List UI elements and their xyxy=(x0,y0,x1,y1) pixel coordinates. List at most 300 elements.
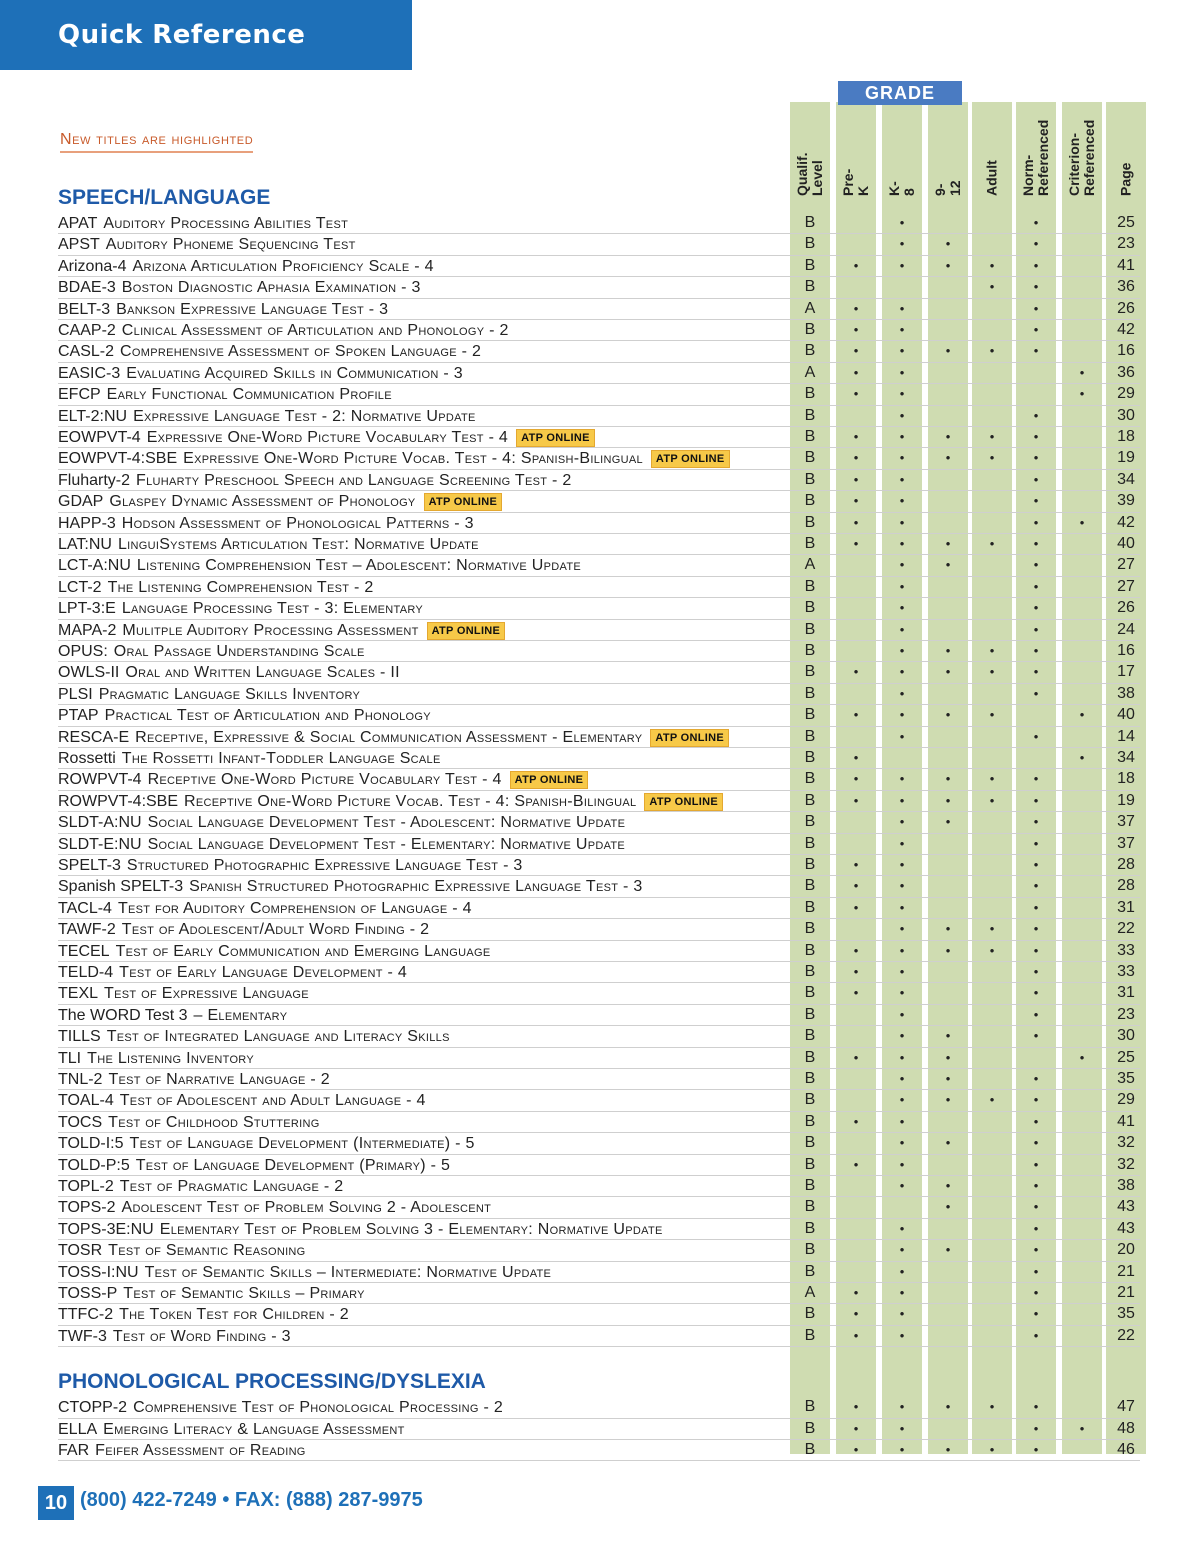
applies-dot: • xyxy=(945,236,951,252)
table-row xyxy=(58,277,1140,298)
test-abbreviation: TOPL-2 xyxy=(58,1178,114,1195)
test-title xyxy=(58,1070,330,1089)
applies-dot: • xyxy=(899,792,905,808)
applies-dot: • xyxy=(945,1092,951,1108)
applies-dot: • xyxy=(1033,685,1039,701)
applies-dot: • xyxy=(899,964,905,979)
contact-info: (800) 422-7249 • FAX: (888) 287-9975 xyxy=(80,1489,423,1511)
table-row xyxy=(58,727,1140,748)
test-name: Auditory Processing Abilities Test xyxy=(103,215,349,232)
test-name: Spanish Structured Photographic Expressive Language Test - 3 xyxy=(189,878,643,896)
qualif-level: B xyxy=(804,920,816,938)
applies-dot: • xyxy=(1033,300,1039,316)
qualif-level: B xyxy=(804,1198,816,1216)
table-row xyxy=(58,1397,1140,1418)
applies-dot: • xyxy=(899,536,905,551)
test-abbreviation: EOWPVT-4 xyxy=(58,429,141,446)
qualif-level: B xyxy=(804,428,816,445)
test-name: Test of Integrated Language and Literacy Skills xyxy=(106,1028,450,1046)
page-ref: 32 xyxy=(1117,1134,1135,1152)
test-abbreviation: HAPP-3 xyxy=(58,514,116,532)
test-title xyxy=(58,1177,343,1196)
applies-dot: • xyxy=(853,322,859,337)
test-title xyxy=(58,749,441,768)
applies-dot: • xyxy=(945,257,951,273)
table-row xyxy=(58,427,1140,448)
table-row xyxy=(58,555,1140,576)
applies-dot: • xyxy=(989,343,995,359)
page-ref: 41 xyxy=(1117,1112,1135,1130)
test-title xyxy=(58,1420,405,1439)
applies-dot: • xyxy=(853,1113,859,1129)
qualif-level: B xyxy=(804,256,816,274)
applies-dot: • xyxy=(899,1092,905,1108)
applies-dot: • xyxy=(899,1399,905,1415)
qualif-level: A xyxy=(804,556,816,574)
test-title xyxy=(58,706,431,725)
test-name: Test of Semantic Skills – Intermediate: Normative Update xyxy=(144,1263,552,1281)
test-abbreviation: TOSR xyxy=(58,1242,103,1260)
qualif-level: B xyxy=(804,1027,816,1045)
applies-dot: • xyxy=(899,429,905,444)
test-abbreviation: BELT-3 xyxy=(58,300,111,318)
test-name: Glaspey Dynamic Assessment of Phonology xyxy=(109,493,416,511)
test-title xyxy=(58,1006,287,1025)
page-ref: 20 xyxy=(1117,1241,1135,1259)
test-abbreviation: TAWF-2 xyxy=(58,921,116,939)
applies-dot: • xyxy=(853,1442,859,1457)
test-name: Test of Word Finding - 3 xyxy=(112,1327,291,1345)
table-row xyxy=(58,363,1140,384)
table-row xyxy=(58,898,1140,919)
table-row xyxy=(58,941,1140,962)
applies-dot: • xyxy=(989,1442,995,1457)
applies-dot: • xyxy=(945,1399,951,1415)
test-name: Test of Adolescent and Adult Language - 4 xyxy=(119,1092,426,1110)
test-title xyxy=(58,599,423,618)
applies-dot: • xyxy=(899,878,905,894)
test-title xyxy=(58,492,502,511)
applies-dot: • xyxy=(945,643,951,658)
test-title xyxy=(58,1241,306,1260)
test-title xyxy=(58,877,643,896)
applies-dot: • xyxy=(899,1263,905,1279)
applies-dot: • xyxy=(899,1006,905,1022)
test-abbreviation: The WORD Test 3 xyxy=(58,1006,188,1024)
test-abbreviation: TOLD-P:5 xyxy=(58,1156,130,1174)
test-name: Clinical Assessment of Articulation and Phonology - 2 xyxy=(121,322,509,339)
qualif-level: B xyxy=(804,492,816,510)
atp-online-badge: ATP ONLINE xyxy=(650,729,729,747)
test-name: Test of Narrative Language - 2 xyxy=(108,1071,331,1088)
test-abbreviation: TECEL xyxy=(58,942,110,960)
applies-dot: • xyxy=(945,814,951,830)
qualif-level: B xyxy=(804,342,816,360)
applies-dot: • xyxy=(899,921,905,937)
test-name: Test of Language Development (Intermediate) - 5 xyxy=(129,1135,475,1153)
test-abbreviation: TOPS-2 xyxy=(58,1199,116,1217)
applies-dot: • xyxy=(1033,985,1039,1001)
table-row xyxy=(58,662,1140,683)
atp-online-badge: ATP ONLINE xyxy=(510,771,589,789)
applies-dot: • xyxy=(1033,728,1039,744)
table-row xyxy=(58,406,1140,427)
applies-dot: • xyxy=(853,536,859,551)
test-abbreviation: TOSS-P xyxy=(58,1285,118,1302)
page-ref: 23 xyxy=(1117,235,1135,253)
test-title xyxy=(58,364,463,383)
applies-dot: • xyxy=(899,322,905,337)
table-row xyxy=(58,299,1140,320)
qualif-level: B xyxy=(804,1070,816,1087)
page-ref: 33 xyxy=(1117,941,1135,959)
test-abbreviation: SLDT-E:NU xyxy=(58,835,142,853)
applies-dot: • xyxy=(1033,1028,1039,1044)
applies-dot: • xyxy=(1033,493,1039,509)
applies-dot: • xyxy=(899,1242,905,1258)
table-row xyxy=(58,769,1140,790)
applies-dot: • xyxy=(899,942,905,958)
applies-dot: • xyxy=(853,750,859,765)
applies-dot: • xyxy=(853,1420,859,1436)
test-name: Social Language Development Test - Elementary: Normative Update xyxy=(147,835,626,853)
applies-dot: • xyxy=(853,300,859,316)
qualif-level: B xyxy=(804,1112,816,1130)
applies-dot: • xyxy=(853,257,859,273)
applies-dot: • xyxy=(853,1285,859,1300)
test-title xyxy=(58,257,434,276)
table-row xyxy=(58,491,1140,512)
qualif-level: B xyxy=(804,1305,816,1323)
section-title: SPEECH/LANGUAGE xyxy=(58,186,271,209)
test-abbreviation: TNL-2 xyxy=(58,1071,103,1088)
test-title xyxy=(58,321,509,340)
applies-dot: • xyxy=(989,942,995,958)
applies-dot: • xyxy=(945,792,951,808)
page-ref: 42 xyxy=(1117,321,1135,338)
qualif-level: B xyxy=(804,1155,816,1173)
applies-dot: • xyxy=(1033,1263,1039,1279)
applies-dot: • xyxy=(1033,536,1039,551)
page-ref: 43 xyxy=(1117,1219,1135,1237)
applies-dot: • xyxy=(1033,322,1039,337)
applies-dot: • xyxy=(899,257,905,273)
qualif-level: A xyxy=(804,363,816,381)
page-ref: 29 xyxy=(1117,385,1135,403)
test-title xyxy=(58,428,595,447)
test-title xyxy=(58,792,723,811)
test-title xyxy=(58,514,474,533)
qualif-level: B xyxy=(804,1091,816,1109)
table-row xyxy=(58,1283,1140,1304)
test-name: Elementary Test of Problem Solving 3 - Elementary: Normative Update xyxy=(159,1220,663,1238)
applies-dot: • xyxy=(1033,1242,1039,1258)
applies-dot: • xyxy=(1079,750,1085,765)
test-name: – Elementary xyxy=(193,1006,288,1024)
grade-header: GRADE xyxy=(838,81,962,105)
qualif-level: B xyxy=(804,791,816,809)
test-name: Pragmatic Language Skills Inventory xyxy=(98,685,361,703)
test-title xyxy=(58,856,523,875)
applies-dot: • xyxy=(945,771,951,787)
applies-dot: • xyxy=(899,493,905,509)
test-abbreviation: OWLS-II xyxy=(58,664,120,682)
test-abbreviation: CTOPP-2 xyxy=(58,1399,128,1417)
test-name: Receptive, Expressive & Social Communication Assessment - Elementary xyxy=(135,728,643,746)
table-row xyxy=(58,876,1140,897)
applies-dot: • xyxy=(945,664,951,680)
applies-dot: • xyxy=(899,985,905,1001)
qualif-level: B xyxy=(804,406,816,424)
test-abbreviation: FAR xyxy=(58,1442,90,1459)
test-abbreviation: MAPA-2 xyxy=(58,621,117,639)
page-ref: 36 xyxy=(1117,363,1135,381)
applies-dot: • xyxy=(853,792,859,808)
page-number: 10 xyxy=(38,1486,74,1520)
test-name: Practical Test of Articulation and Phonology xyxy=(104,707,431,725)
table-row xyxy=(58,1069,1140,1090)
table-row xyxy=(58,577,1140,598)
applies-dot: • xyxy=(945,343,951,359)
qualif-level: B xyxy=(804,1398,816,1416)
table-row xyxy=(58,1112,1140,1133)
qualif-level: B xyxy=(804,1241,816,1259)
test-abbreviation: BDAE-3 xyxy=(58,279,116,297)
applies-dot: • xyxy=(853,514,859,530)
test-title xyxy=(58,471,572,490)
applies-dot: • xyxy=(853,857,859,872)
page-ref: 23 xyxy=(1117,1005,1135,1023)
applies-dot: • xyxy=(1033,1199,1039,1215)
qualif-level: B xyxy=(804,1262,816,1280)
page-ref: 28 xyxy=(1117,856,1135,873)
page-header: Quick Reference xyxy=(0,0,412,70)
qualif-level: B xyxy=(804,449,816,467)
qualif-level: B xyxy=(804,214,816,231)
test-name: Test of Semantic Skills – Primary xyxy=(123,1285,365,1302)
qualif-level: B xyxy=(804,684,816,702)
applies-dot: • xyxy=(899,236,905,252)
table-row xyxy=(58,748,1140,769)
page-ref: 31 xyxy=(1117,898,1135,916)
test-name: Test of Semantic Reasoning xyxy=(108,1242,306,1260)
applies-dot: • xyxy=(1033,1006,1039,1022)
test-abbreviation: TTFC-2 xyxy=(58,1306,114,1324)
table-row xyxy=(58,320,1140,341)
applies-dot: • xyxy=(899,1420,905,1436)
test-name: Oral Passage Understanding Scale xyxy=(113,643,365,660)
table-row xyxy=(58,1262,1140,1283)
test-title xyxy=(58,984,309,1003)
test-abbreviation: RESCA-E xyxy=(58,728,130,746)
column-header: Qualif. Level xyxy=(794,152,825,196)
applies-dot: • xyxy=(853,899,859,915)
test-title xyxy=(58,1398,503,1417)
table-row xyxy=(58,812,1140,833)
applies-dot: • xyxy=(899,1135,905,1151)
test-name: Oral and Written Language Scales - II xyxy=(125,664,400,682)
applies-dot: • xyxy=(1033,857,1039,872)
page-ref: 37 xyxy=(1117,834,1135,852)
applies-dot: • xyxy=(989,1092,995,1108)
page-ref: 25 xyxy=(1117,1048,1135,1066)
table-row xyxy=(58,791,1140,812)
page-ref: 38 xyxy=(1117,684,1135,702)
applies-dot: • xyxy=(945,942,951,958)
applies-dot: • xyxy=(945,707,951,723)
test-abbreviation: TWF-3 xyxy=(58,1327,107,1345)
test-name: Comprehensive Assessment of Spoken Language - 2 xyxy=(120,343,482,361)
test-title xyxy=(58,728,729,747)
test-abbreviation: SLDT-A:NU xyxy=(58,814,142,832)
applies-dot: • xyxy=(1033,664,1039,680)
page-ref: 27 xyxy=(1117,556,1135,574)
test-abbreviation: PTAP xyxy=(58,707,99,725)
applies-dot: • xyxy=(1033,621,1039,637)
applies-dot: • xyxy=(1033,236,1039,252)
test-name: Expressive One-Word Picture Vocabulary Test - 4 xyxy=(146,429,509,446)
page-ref: 40 xyxy=(1117,535,1135,552)
qualif-level: B xyxy=(804,1219,816,1237)
applies-dot: • xyxy=(945,1242,951,1258)
applies-dot: • xyxy=(989,771,995,787)
qualif-level: B xyxy=(804,984,816,1002)
page-ref: 29 xyxy=(1117,1091,1135,1109)
applies-dot: • xyxy=(899,1327,905,1343)
test-title xyxy=(58,342,481,361)
test-name: Feifer Assessment of Reading xyxy=(95,1442,306,1459)
applies-dot: • xyxy=(989,536,995,551)
page-ref: 30 xyxy=(1117,406,1135,424)
applies-dot: • xyxy=(1033,942,1039,958)
qualif-level: B xyxy=(804,663,816,681)
page-ref: 28 xyxy=(1117,877,1135,895)
page-ref: 47 xyxy=(1117,1398,1135,1416)
applies-dot: • xyxy=(853,450,859,466)
table-row xyxy=(58,1304,1140,1325)
table-row xyxy=(58,1005,1140,1026)
applies-dot: • xyxy=(853,471,859,487)
test-abbreviation: TACL-4 xyxy=(58,899,112,917)
table-row xyxy=(58,341,1140,362)
applies-dot: • xyxy=(1079,514,1085,530)
applies-dot: • xyxy=(899,343,905,359)
applies-dot: • xyxy=(1033,279,1039,295)
applies-dot: • xyxy=(945,1178,951,1193)
applies-dot: • xyxy=(1079,386,1085,402)
test-title xyxy=(58,770,588,789)
qualif-level: B xyxy=(804,470,816,488)
test-abbreviation: TELD-4 xyxy=(58,964,114,981)
test-name: Emerging Literacy & Language Assessment xyxy=(103,1420,405,1438)
page-ref: 31 xyxy=(1117,984,1135,1002)
page-ref: 21 xyxy=(1117,1262,1135,1280)
table-row xyxy=(58,513,1140,534)
test-abbreviation: PLSI xyxy=(58,685,93,703)
test-name: Test for Auditory Comprehension of Language - 4 xyxy=(117,899,472,917)
test-name: Boston Diagnostic Aphasia Examination - 3 xyxy=(121,279,421,297)
applies-dot: • xyxy=(899,1071,905,1086)
test-title xyxy=(58,1263,551,1282)
test-title xyxy=(58,835,625,854)
qualif-level: B xyxy=(804,535,816,552)
applies-dot: • xyxy=(899,1220,905,1236)
section-title: PHONOLOGICAL PROCESSING/DYSLEXIA xyxy=(58,1370,486,1394)
applies-dot: • xyxy=(1033,899,1039,915)
test-abbreviation: APST xyxy=(58,236,100,254)
table-row xyxy=(58,1048,1140,1069)
applies-dot: • xyxy=(899,450,905,466)
applies-dot: • xyxy=(945,1071,951,1086)
test-name: Test of Childhood Stuttering xyxy=(108,1113,320,1131)
applies-dot: • xyxy=(853,1156,859,1172)
page-ref: 39 xyxy=(1117,492,1135,510)
applies-dot: • xyxy=(1033,471,1039,487)
test-abbreviation: GDAP xyxy=(58,493,104,511)
table-row xyxy=(58,1219,1140,1240)
applies-dot: • xyxy=(1033,1399,1039,1415)
page-ref: 30 xyxy=(1117,1027,1135,1045)
page-ref: 21 xyxy=(1117,1284,1135,1301)
qualif-level: B xyxy=(804,1326,816,1344)
test-title xyxy=(58,1305,349,1324)
test-title xyxy=(58,899,472,918)
applies-dot: • xyxy=(945,1049,951,1065)
page-ref: 36 xyxy=(1117,278,1135,296)
applies-dot: • xyxy=(1033,1156,1039,1172)
test-name: Language Processing Test - 3: Elementary xyxy=(121,600,424,618)
test-name: Expressive Language Test - 2: Normative Update xyxy=(133,407,476,425)
applies-dot: • xyxy=(899,578,905,594)
test-abbreviation: EOWPVT-4:SBE xyxy=(58,450,178,468)
test-name: Expressive One-Word Picture Vocab. Test - 4: Spanish-Bilingual xyxy=(183,450,643,468)
test-name: Receptive One-Word Picture Vocab. Test - 4: Spanish-Bilingual xyxy=(184,792,637,810)
applies-dot: • xyxy=(899,685,905,701)
test-name: The Listening Comprehension Test - 2 xyxy=(107,578,374,596)
test-name: The Listening Inventory xyxy=(87,1049,254,1067)
applies-dot: • xyxy=(1033,814,1039,830)
atp-online-badge: ATP ONLINE xyxy=(516,429,595,447)
test-title xyxy=(58,642,365,661)
applies-dot: • xyxy=(853,1306,859,1322)
test-title xyxy=(58,942,490,961)
applies-dot: • xyxy=(1033,1285,1039,1300)
test-title xyxy=(58,621,505,640)
applies-dot: • xyxy=(1033,1220,1039,1236)
table-row xyxy=(58,641,1140,662)
qualif-level: B xyxy=(804,749,816,766)
applies-dot: • xyxy=(1033,215,1039,230)
page-ref: 34 xyxy=(1117,749,1135,766)
test-title xyxy=(58,300,388,319)
table-row xyxy=(58,962,1140,983)
page-ref: 26 xyxy=(1117,599,1135,617)
test-abbreviation: Rossetti xyxy=(58,750,116,767)
applies-dot: • xyxy=(945,921,951,937)
applies-dot: • xyxy=(1033,878,1039,894)
applies-dot: • xyxy=(945,450,951,466)
applies-dot: • xyxy=(899,899,905,915)
applies-dot: • xyxy=(899,557,905,573)
qualif-level: B xyxy=(804,963,816,980)
qualif-level: B xyxy=(804,642,816,659)
applies-dot: • xyxy=(853,942,859,958)
applies-dot: • xyxy=(853,1327,859,1343)
applies-dot: • xyxy=(899,771,905,787)
test-title xyxy=(58,920,429,939)
test-name: Hodson Assessment of Phonological Patterns - 3 xyxy=(121,514,474,532)
table-row xyxy=(58,1440,1140,1461)
